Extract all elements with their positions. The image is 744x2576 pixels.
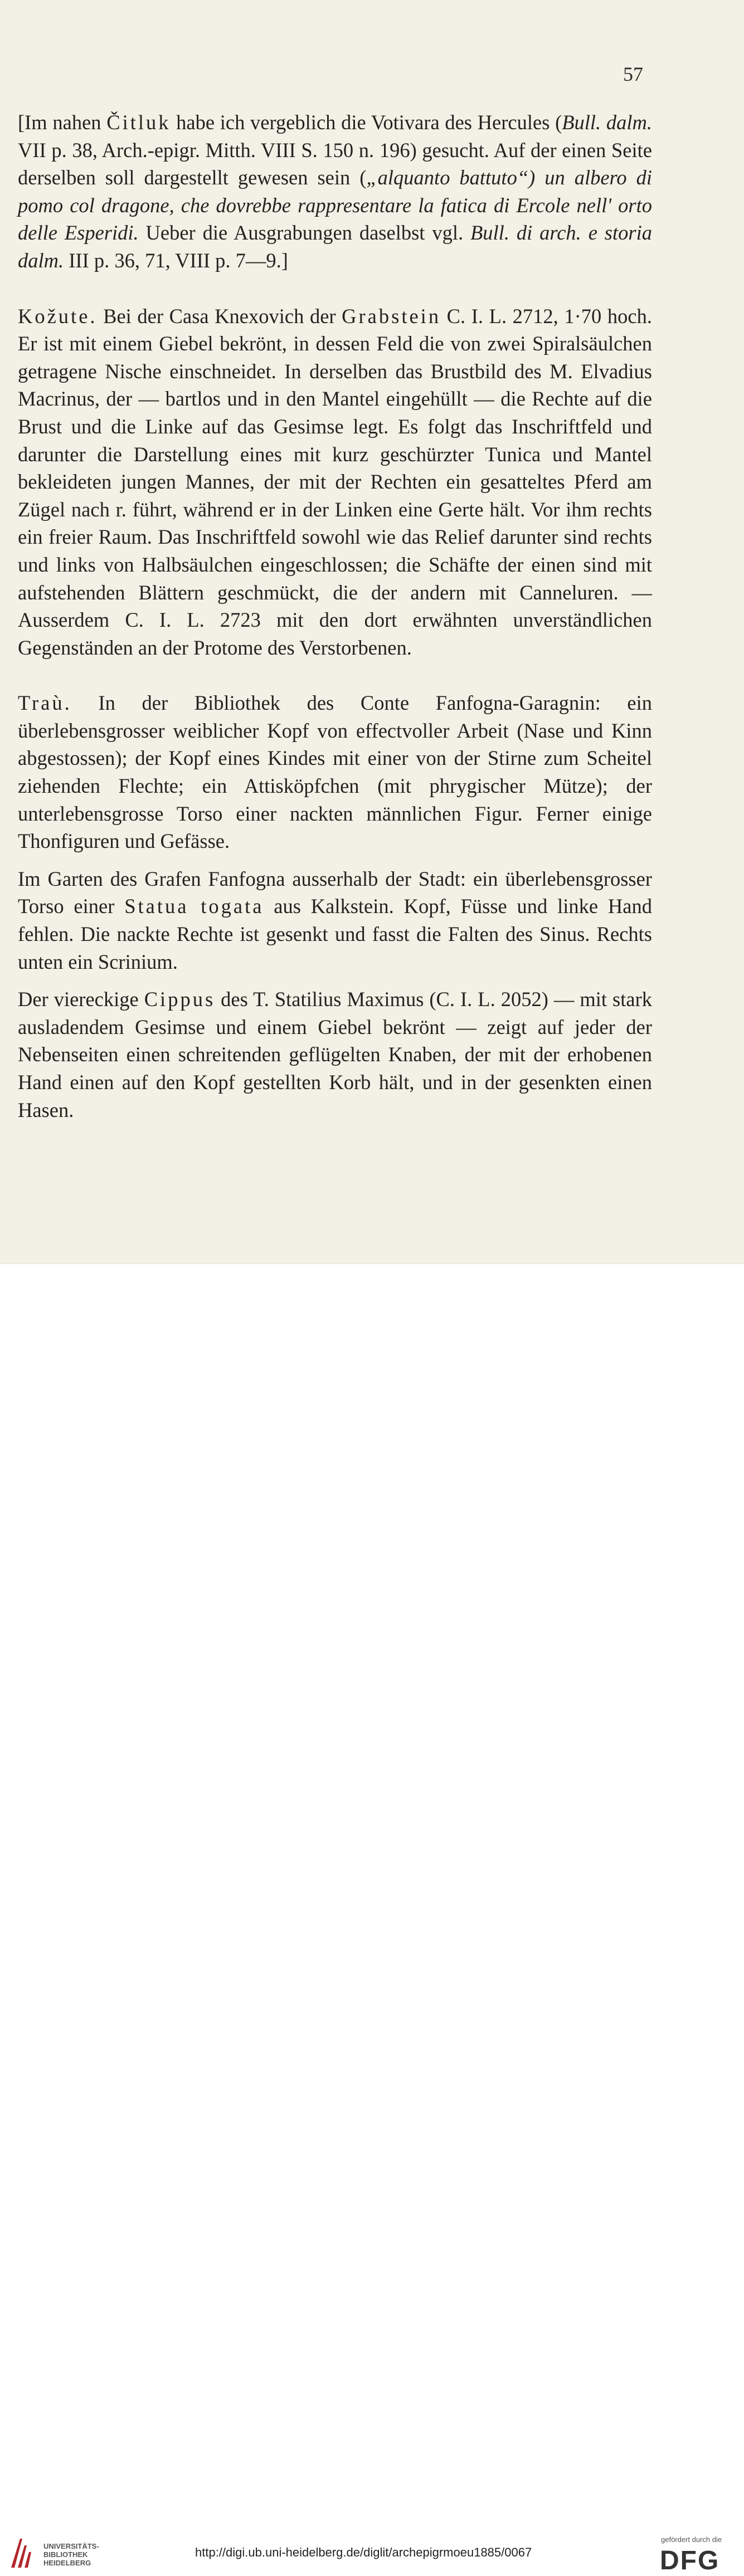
university-library-logo-icon	[8, 2535, 39, 2571]
text-run: aus Kalkstein. Kopf, Füsse und linke Hand fehlen. Die nackte Rechte ist gesenkt und fasst die Falten des Sinus. Rechts unten ein Scrinium.	[18, 895, 652, 973]
paragraph-garten	[18, 865, 652, 975]
dfg-logo: DFG	[660, 2546, 720, 2575]
italic-citation: Bull. di arch. e storia dalm.	[18, 221, 652, 272]
page-number: 57	[623, 63, 643, 85]
book-page	[0, 0, 744, 1263]
logo-line-1: UNIVERSITÄTS-	[43, 2542, 99, 2550]
logo-line-3: HEIDELBERG	[43, 2559, 91, 2567]
text-run: In der Bibliothek des Conte Fanfogna-Garagnin: ein überlebensgrosser weiblicher Kopf von effectvoller Arbeit (Nase und Kinn abgestossen); der Kopf eines Kindes mit einer von der Stirne zum Scheitel ziehenden Flechte; ein Attisköpfchen (mit phrygischer Mütze); der unterlebensgrosse Torso einer nackten männlichen Figur. Ferner einige Thonfiguren und Gefässe.	[18, 691, 652, 853]
italic-citation: Bull. dalm.	[562, 111, 652, 134]
spaced-keyword: Grabstein	[342, 304, 441, 328]
spaced-keyword: Čitluk	[106, 111, 171, 134]
source-url-link[interactable]: http://digi.ub.uni-heidelberg.de/diglit/archepigrmoeu1885/0067	[195, 2545, 532, 2559]
text-run: habe ich vergeblich die Votivara des Hercules (	[171, 111, 562, 134]
paragraph-cippus	[18, 985, 652, 1124]
library-name	[43, 2542, 99, 2567]
spaced-keyword: Cippus	[144, 988, 216, 1011]
page-body	[18, 109, 652, 1124]
spaced-keyword: Kožute.	[18, 304, 98, 328]
paragraph-citluk	[18, 109, 652, 275]
paragraph-trau	[18, 689, 652, 855]
text-run: Der viereckige	[18, 988, 144, 1011]
text-run: des T. Statilius Maximus (C. I. L. 2052) — mit stark ausladendem Gesimse und einem Giebel bekrönt — zeigt auf jeder der Nebenseiten einen schreitenden geflügelten Knaben, der mit der erhobenen Hand einen auf den Kopf gestellten Korb hält, und in der gesenkten einen Hasen.	[18, 988, 652, 1121]
italic-citation: „alquanto battuto“) un albero di pomo col dragone, che dovrebbe rappresentare la fatica di Ercole nell' orto delle Esperidi.	[18, 166, 652, 245]
logo-line-2: BIBLIOTHEK	[43, 2550, 88, 2559]
text-run: Im Garten des Grafen Fanfogna ausserhalb der Stadt: ein überlebensgrosser Torso einer	[18, 867, 652, 918]
dfg-label: gefördert durch die	[661, 2535, 722, 2544]
text-run: [Im nahen	[18, 111, 107, 134]
text-run: C. I. L. 2712, 1·70 hoch. Er ist mit einem Giebel bekrönt, in dessen Feld die von zwei Spiralsäulchen getragene Nische einschneidet. In derselben das Brustbild des M. Elvadius Macrinus, der — bartlos und in den Mantel eingehüllt — die Rechte auf die Brust und die Linke auf das Gesimse legt. Es folgt das Inschriftfeld und darunter die Darstellung eines mit kurz geschürzter Tunica und Mantel bekleideten jungen Mannes, der mit der Rechten ein gesatteltes Pferd am Zügel nach r. führt, während er in der Linken eine Gerte hält. Vor ihm rechts ein freier Raum. Das Inschriftfeld sowohl wie das Relief darunter sind rechts und links von Halbsäulchen eingeschlossen; die Schäfte der einen sind mit aufstehenden Blättern geschmückt, die der andern mit Canneluren. — Ausserdem C. I. L. 2723 mit den dort erwähnten unverständlichen Gegenständen an der Protome des Verstorbenen.	[18, 304, 652, 659]
paragraph-kozute	[18, 303, 652, 662]
text-run: III p. 36, 71, VIII p. 7—9.]	[64, 248, 288, 272]
text-run: Ueber die Ausgrabungen daselbst vgl.	[138, 221, 470, 245]
text-run: Bei der Casa Knexovich der	[97, 304, 342, 328]
spaced-keyword: Traù.	[18, 691, 72, 715]
text-run: VII p. 38, Arch.-epigr. Mitth. VIII S. 150 n. 196) gesucht. Auf der einen Seite derselben soll dargestellt gewesen sein (	[18, 138, 652, 189]
spaced-keyword: Statua togata	[124, 895, 264, 918]
footer-bar	[0, 1263, 744, 2575]
